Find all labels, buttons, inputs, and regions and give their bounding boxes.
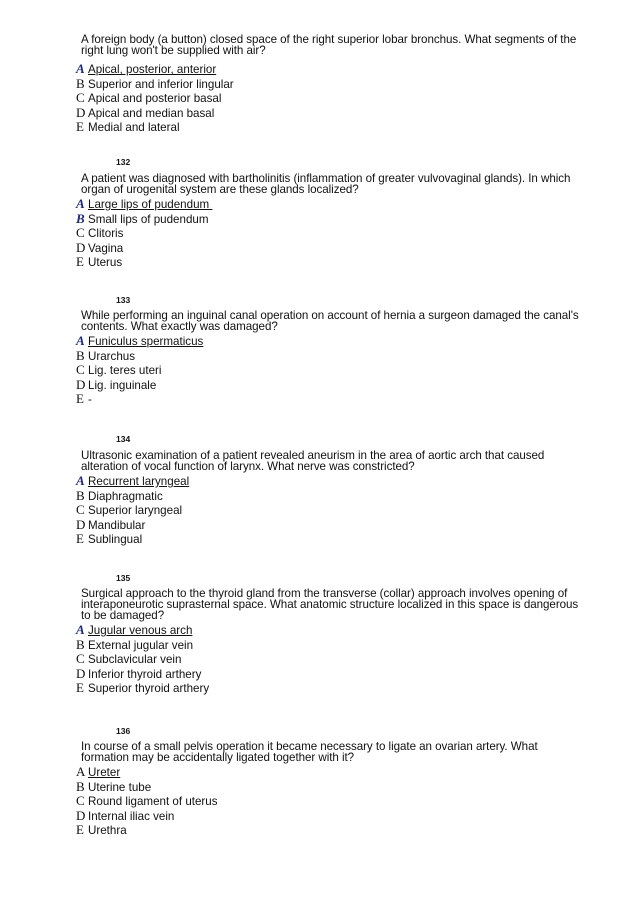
option-text: Jugular venous arch: [88, 624, 193, 637]
option-letter: A: [76, 473, 85, 488]
answer-option: [76, 226, 123, 240]
option-text: Urarchus: [88, 349, 136, 363]
answer-option: [76, 780, 151, 794]
option-text: Small lips of pudendum: [88, 212, 209, 226]
option-letter: C: [76, 651, 85, 667]
answer-option: [76, 392, 92, 406]
option-text: Large lips of pudendum: [88, 198, 213, 211]
answer-option: [76, 363, 161, 377]
option-text: Apical and posterior basal: [88, 92, 222, 106]
answer-option: [76, 197, 212, 211]
answer-option: [76, 77, 234, 91]
option-letter: E: [76, 119, 84, 135]
question-number: 136: [116, 726, 131, 736]
question-number: 135: [116, 573, 131, 583]
question-number: 133: [116, 295, 131, 305]
answer-option: [76, 794, 218, 808]
option-letter: E: [76, 254, 84, 270]
option-letter: E: [76, 822, 84, 838]
option-text: Lig. inguinale: [88, 378, 157, 392]
question-text: A patient was diagnosed with bartholinitis (inflammation of greater vulvovaginal glands). In which organ of urogenital system are these glands localized?: [81, 172, 571, 196]
answer-option: [76, 91, 221, 105]
answer-option: [76, 62, 216, 76]
option-letter: A: [76, 764, 86, 779]
option-text: Uterine tube: [88, 780, 152, 794]
option-text: Urethra: [88, 824, 127, 838]
option-text: Medial and lateral: [88, 121, 180, 135]
option-text: Vagina: [88, 241, 124, 255]
option-text: Diaphragmatic: [88, 489, 163, 503]
answer-option: [76, 120, 180, 134]
option-letter: A: [76, 196, 85, 211]
option-letter: D: [76, 516, 86, 532]
option-letter: D: [76, 665, 86, 681]
answer-option: [76, 489, 163, 503]
answer-option: [76, 638, 193, 652]
answer-option: [76, 255, 122, 269]
question-number: 132: [116, 157, 131, 167]
option-letter: C: [76, 362, 85, 378]
answer-option: [76, 532, 142, 546]
option-letter: C: [76, 90, 85, 106]
option-text: Internal iliac vein: [88, 809, 175, 823]
option-letter: B: [76, 778, 85, 794]
option-text: Subclavicular vein: [88, 653, 182, 667]
option-letter: B: [76, 75, 85, 91]
option-letter: D: [76, 807, 86, 823]
option-letter: D: [76, 239, 86, 255]
answer-option: [76, 823, 127, 837]
question-text: Surgical approach to the thyroid gland from the transverse (collar) approach involves opening of interaponeurotic suprasternal space. What anatomic structure localized in this space is dangerous to be damaged?: [81, 587, 579, 622]
question-text: In course of a small pelvis operation it became necessary to ligate an ovarian artery. What formation may be accidentally ligated together with it?: [81, 740, 538, 764]
option-text: Funiculus spermaticus: [88, 335, 204, 348]
option-text: Round ligament of uterus: [88, 795, 218, 809]
answer-option: [76, 212, 209, 226]
answer-option: [76, 378, 156, 392]
option-text: External jugular vein: [88, 638, 194, 652]
question-number: 134: [116, 434, 131, 444]
option-text: Apical and median basal: [88, 106, 215, 120]
option-text: Recurrent laryngeal: [88, 475, 190, 488]
answer-option: [76, 241, 123, 255]
option-text: Mandibular: [88, 518, 146, 532]
option-text: Uterus: [88, 256, 123, 270]
option-letter: A: [76, 333, 85, 348]
answer-option: [76, 623, 192, 637]
option-text: -: [88, 393, 92, 407]
option-letter: E: [76, 680, 84, 696]
option-text: Lig. teres uteri: [88, 364, 162, 378]
question-text: A foreign body (a button) closed space of the right superior lobar bronchus. What segments of the right lung won't be supplied with air?: [81, 33, 577, 57]
option-text: Apical, posterior, anterior: [88, 63, 217, 76]
answer-option: [76, 681, 209, 695]
answer-option: [76, 667, 201, 681]
option-text: Sublingual: [88, 533, 143, 547]
option-letter: D: [76, 376, 86, 392]
option-letter: D: [76, 104, 86, 120]
answer-option: [76, 652, 181, 666]
option-letter: C: [76, 225, 85, 241]
option-text: Superior laryngeal: [88, 504, 183, 518]
option-text: Inferior thyroid arthery: [88, 667, 202, 681]
answer-option: [76, 334, 203, 348]
option-text: Superior and inferior lingular: [88, 77, 234, 91]
question-text: Ultrasonic examination of a patient revealed aneurism in the area of aortic arch that caused alteration of vocal function of larynx. What nerve was constricted?: [81, 449, 545, 473]
option-text: Clitoris: [88, 227, 124, 241]
option-letter: C: [76, 502, 85, 518]
option-letter: B: [76, 347, 85, 363]
answer-option: [76, 474, 189, 488]
option-letter: A: [76, 61, 85, 76]
option-text: Superior thyroid arthery: [88, 682, 210, 696]
option-letter: A: [76, 622, 85, 637]
question-text: While performing an inguinal canal operation on account of hernia a surgeon damaged the canal's contents. What exactly was damaged?: [81, 309, 579, 333]
answer-option: [76, 106, 214, 120]
option-letter: E: [76, 531, 84, 547]
answer-option: [76, 349, 135, 363]
option-letter: B: [76, 636, 85, 652]
answer-option: [76, 518, 145, 532]
answer-option: [76, 765, 120, 779]
option-letter: B: [76, 487, 85, 503]
option-letter: C: [76, 793, 85, 809]
answer-option: [76, 809, 174, 823]
option-text: Ureter: [88, 766, 121, 779]
answer-option: [76, 503, 182, 517]
option-letter: B: [76, 210, 85, 226]
option-letter: E: [76, 391, 84, 407]
